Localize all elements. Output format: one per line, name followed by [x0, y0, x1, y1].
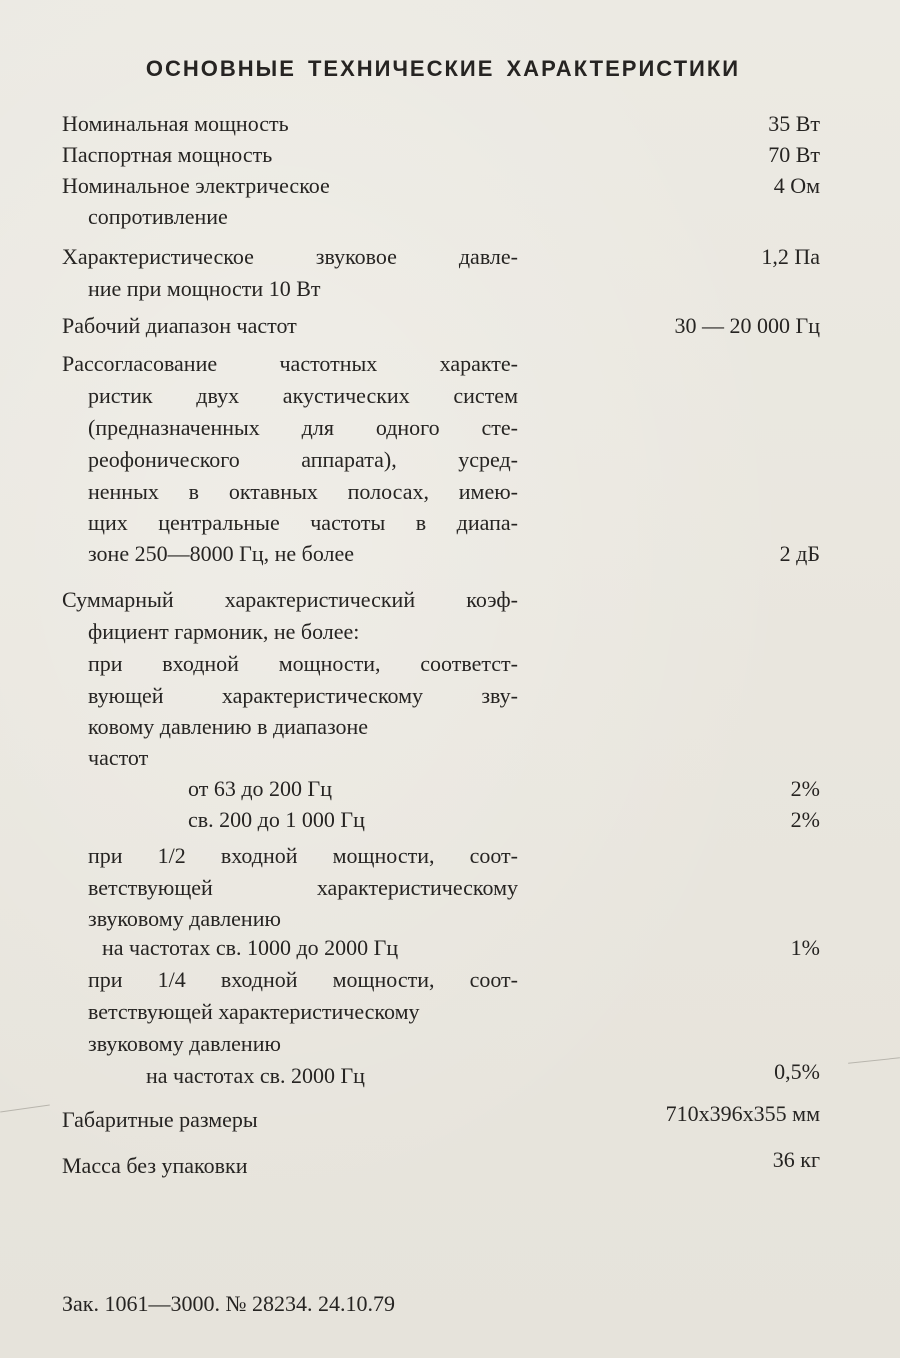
spec-thd-quarter-power-line: ветствующей характеристическому [88, 999, 420, 1024]
print-order-footer: Зак. 1061—3000. № 28234. 24.10.79 [62, 1291, 395, 1316]
spec-thd-header-line2: фициент гармоник, не более: [88, 619, 360, 644]
spec-thd-row-63-200-value: 2% [790, 776, 820, 801]
spec-label-mass: Масса без упаковки [62, 1153, 248, 1178]
spec-thd-half-power-line: звуковому давлению [88, 906, 281, 931]
spec-label-nominal-power: Номинальная мощность [62, 111, 289, 136]
spec-mismatch-line: реофонического аппарата), усред- [88, 447, 518, 472]
spec-thd-row-2000-value: 0,5% [774, 1059, 820, 1084]
spec-value-dimensions: 710x396x355 мм [665, 1101, 820, 1126]
spec-mismatch-line: (предназначенных для одного сте- [88, 415, 518, 440]
spec-thd-row-200-1000-label: св. 200 до 1 000 Гц [188, 807, 365, 832]
spec-label-spl-line2: ние при мощности 10 Вт [88, 276, 321, 301]
spec-thd-full-power-line: вующей характеристическому зву- [88, 683, 518, 708]
spec-thd-row-1000-2000-value: 1% [790, 935, 820, 960]
spec-thd-header-line1: Суммарный характеристический коэф- [62, 587, 518, 612]
spec-value-freq-range: 30 — 20 000 Гц [674, 313, 820, 338]
spec-thd-quarter-power-line: звуковому давлению [88, 1031, 281, 1056]
spec-label-freq-range: Рабочий диапазон частот [62, 313, 297, 338]
spec-thd-full-power-line: при входной мощности, соответст- [88, 651, 518, 676]
spec-thd-half-power-line: ветствующей характеристическому [88, 875, 518, 900]
spec-thd-row-2000-label: на частотах св. 2000 Гц [146, 1063, 365, 1088]
spec-label-rated-power: Паспортная мощность [62, 142, 273, 167]
spec-mismatch-line: ненных в октавных полосах, имею- [88, 479, 518, 504]
spec-mismatch-line: Рассогласование частотных характе- [62, 351, 518, 376]
spec-label-impedance-line1: Номинальное электрическое [62, 173, 330, 198]
spec-label-impedance-line2: сопротивление [88, 204, 228, 229]
spec-thd-row-1000-2000-label: на частотах св. 1000 до 2000 Гц [102, 935, 399, 960]
spec-value-mass: 36 кг [772, 1147, 820, 1172]
spec-value-spl: 1,2 Па [761, 244, 820, 269]
spec-label-dimensions: Габаритные размеры [62, 1107, 258, 1132]
spec-thd-row-63-200-label: от 63 до 200 Гц [188, 776, 333, 801]
paper-scratch [848, 1057, 900, 1063]
spec-thd-full-power-line: ковому давлению в диапазоне [88, 714, 369, 739]
spec-mismatch-line: щих центральные частоты в диапа- [88, 510, 518, 535]
spec-value-mismatch: 2 дБ [779, 541, 820, 566]
spec-thd-full-power-line: частот [88, 745, 149, 770]
spec-mismatch-line: ристик двух акустических систем [88, 383, 518, 408]
spec-value-nominal-power: 35 Вт [768, 111, 820, 136]
spec-mismatch-line: зоне 250—8000 Гц, не более [88, 541, 355, 566]
paper-scratch [0, 1105, 50, 1113]
spec-thd-row-200-1000-value: 2% [790, 807, 820, 832]
spec-value-rated-power: 70 Вт [768, 142, 820, 167]
spec-thd-half-power-line: при 1/2 входной мощности, соот- [88, 843, 518, 868]
spec-thd-quarter-power-line: при 1/4 входной мощности, соот- [88, 967, 518, 992]
spec-label-spl-line1: Характеристическое звуковое давле- [62, 244, 518, 269]
spec-value-impedance: 4 Ом [773, 173, 820, 198]
page-title: ОСНОВНЫЕ ТЕХНИЧЕСКИЕ ХАРАКТЕРИСТИКИ [145, 56, 741, 81]
